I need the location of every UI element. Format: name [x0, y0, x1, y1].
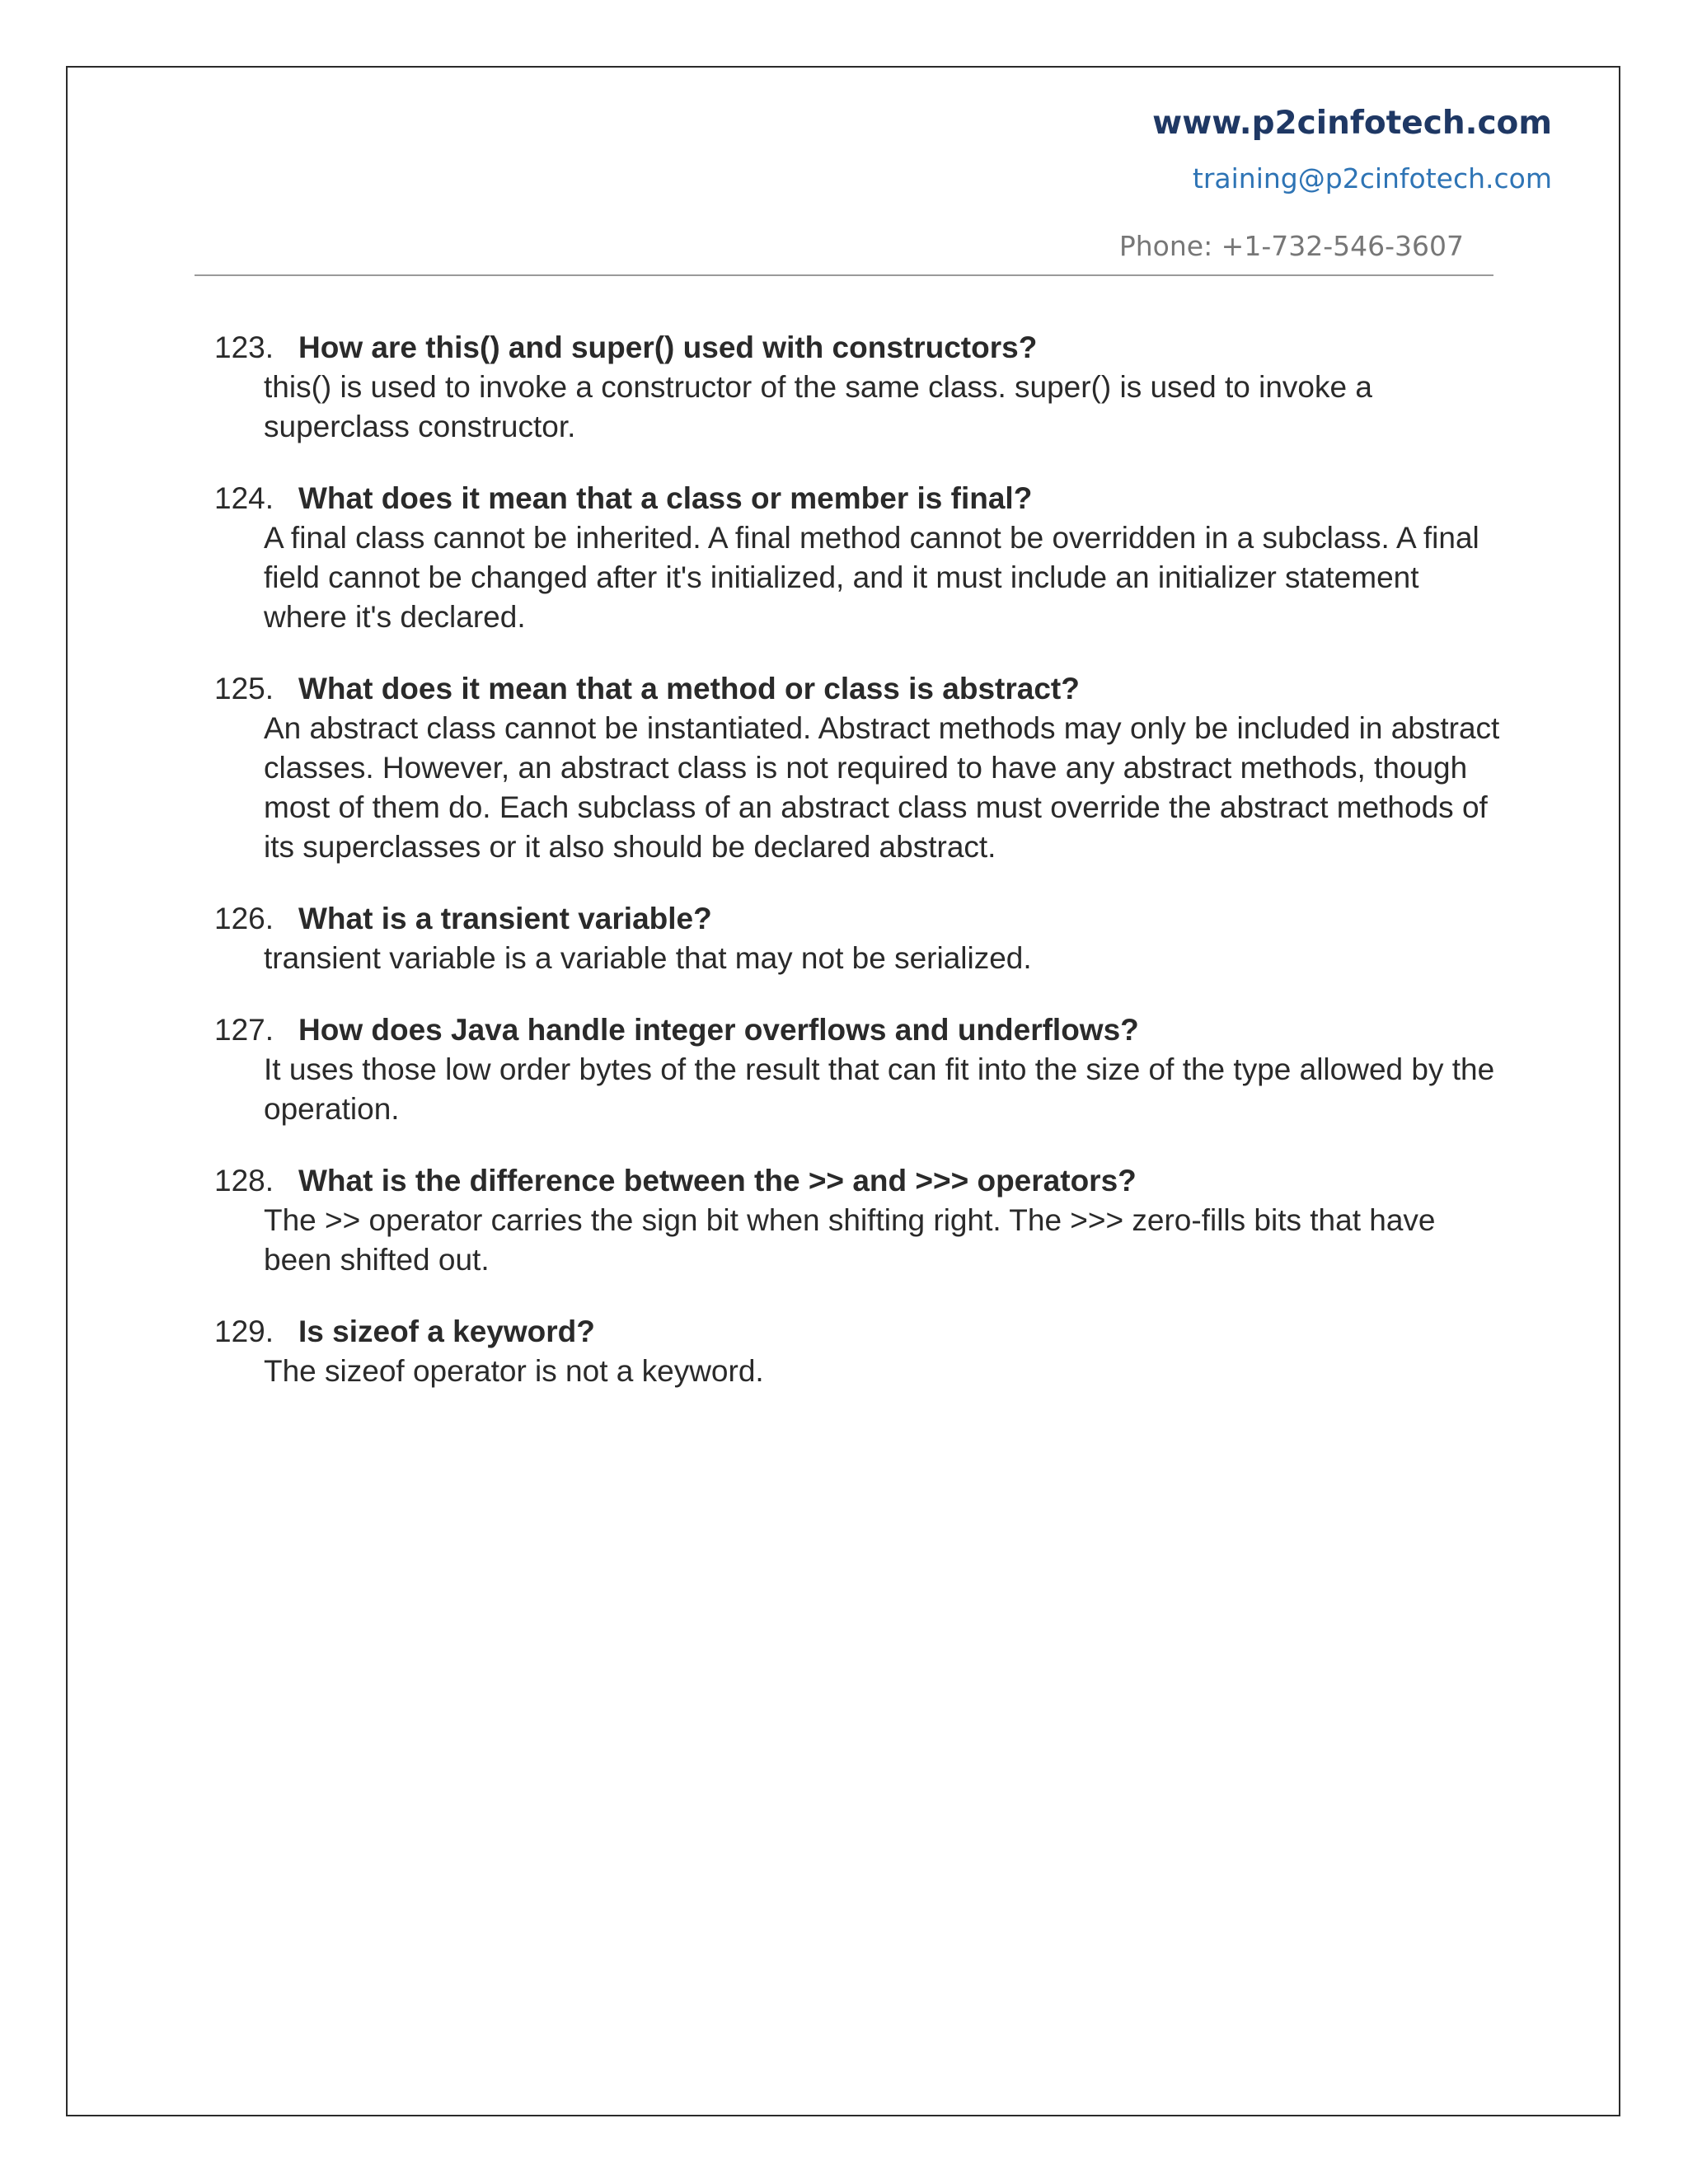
qa-item [214, 899, 1500, 978]
answer-text: transient variable is a variable that may not be serialized. [264, 941, 1032, 975]
answer-text: this() is used to invoke a constructor of the same class. super() is used to invoke a superclass constructor. [264, 370, 1372, 443]
question-text: What is the difference between the >> and >>> operators? [298, 1164, 1137, 1197]
question-number: 129. [214, 1315, 274, 1348]
question-text: How does Java handle integer overflows and underflows? [298, 1013, 1139, 1047]
qa-item [214, 479, 1500, 637]
phone-number: Phone: +1-732-546-3607 [1118, 230, 1464, 262]
qa-item [214, 669, 1500, 867]
question-line [214, 899, 1500, 939]
page-header [1152, 99, 1552, 198]
email-link[interactable]: training@p2cinfotech.com [1192, 162, 1552, 194]
question-text: How are this() and super() used with constructors? [298, 330, 1038, 364]
question-number: 127. [214, 1013, 274, 1047]
question-line [214, 328, 1500, 368]
question-text: What does it mean that a class or member is final? [298, 481, 1033, 515]
question-line [214, 1161, 1500, 1201]
answer-text: It uses those low order bytes of the result that can fit into the size of the type allowed by the operation. [264, 1052, 1495, 1126]
question-number: 128. [214, 1164, 274, 1197]
header-divider [195, 274, 1493, 276]
question-text: What does it mean that a method or class is abstract? [298, 672, 1080, 705]
answer-text: An abstract class cannot be instantiated. Abstract methods may only be included in abstract classes. However, an abstract class is not required to have any abstract methods, though most of them do. Each subclass of an abstract class must override the abstract methods of its superclasses or it also should be declared abstract. [264, 711, 1500, 864]
website-link[interactable]: www.p2cinfotech.com [1152, 105, 1552, 142]
qa-item [214, 1312, 1500, 1391]
question-line [214, 1010, 1500, 1050]
answer-text: A final class cannot be inherited. A final method cannot be overridden in a subclass. A final field cannot be changed after it's initialized, and it must include an initializer statement where it's declared. [264, 521, 1479, 634]
answer-text: The >> operator carries the sign bit when shifting right. The >>> zero-fills bits that have been shifted out. [264, 1203, 1436, 1277]
question-line [214, 1312, 1500, 1352]
question-text: Is sizeof a keyword? [298, 1315, 595, 1348]
question-number: 125. [214, 672, 274, 705]
qa-item [214, 328, 1500, 447]
answer-text: The sizeof operator is not a keyword. [264, 1354, 764, 1388]
question-number: 124. [214, 481, 274, 515]
qa-item [214, 1010, 1500, 1129]
qa-item [214, 1161, 1500, 1280]
question-text: What is a transient variable? [298, 902, 712, 935]
question-number: 126. [214, 902, 274, 935]
question-line [214, 479, 1500, 518]
qa-list [214, 328, 1500, 1423]
question-line [214, 669, 1500, 709]
question-number: 123. [214, 330, 274, 364]
